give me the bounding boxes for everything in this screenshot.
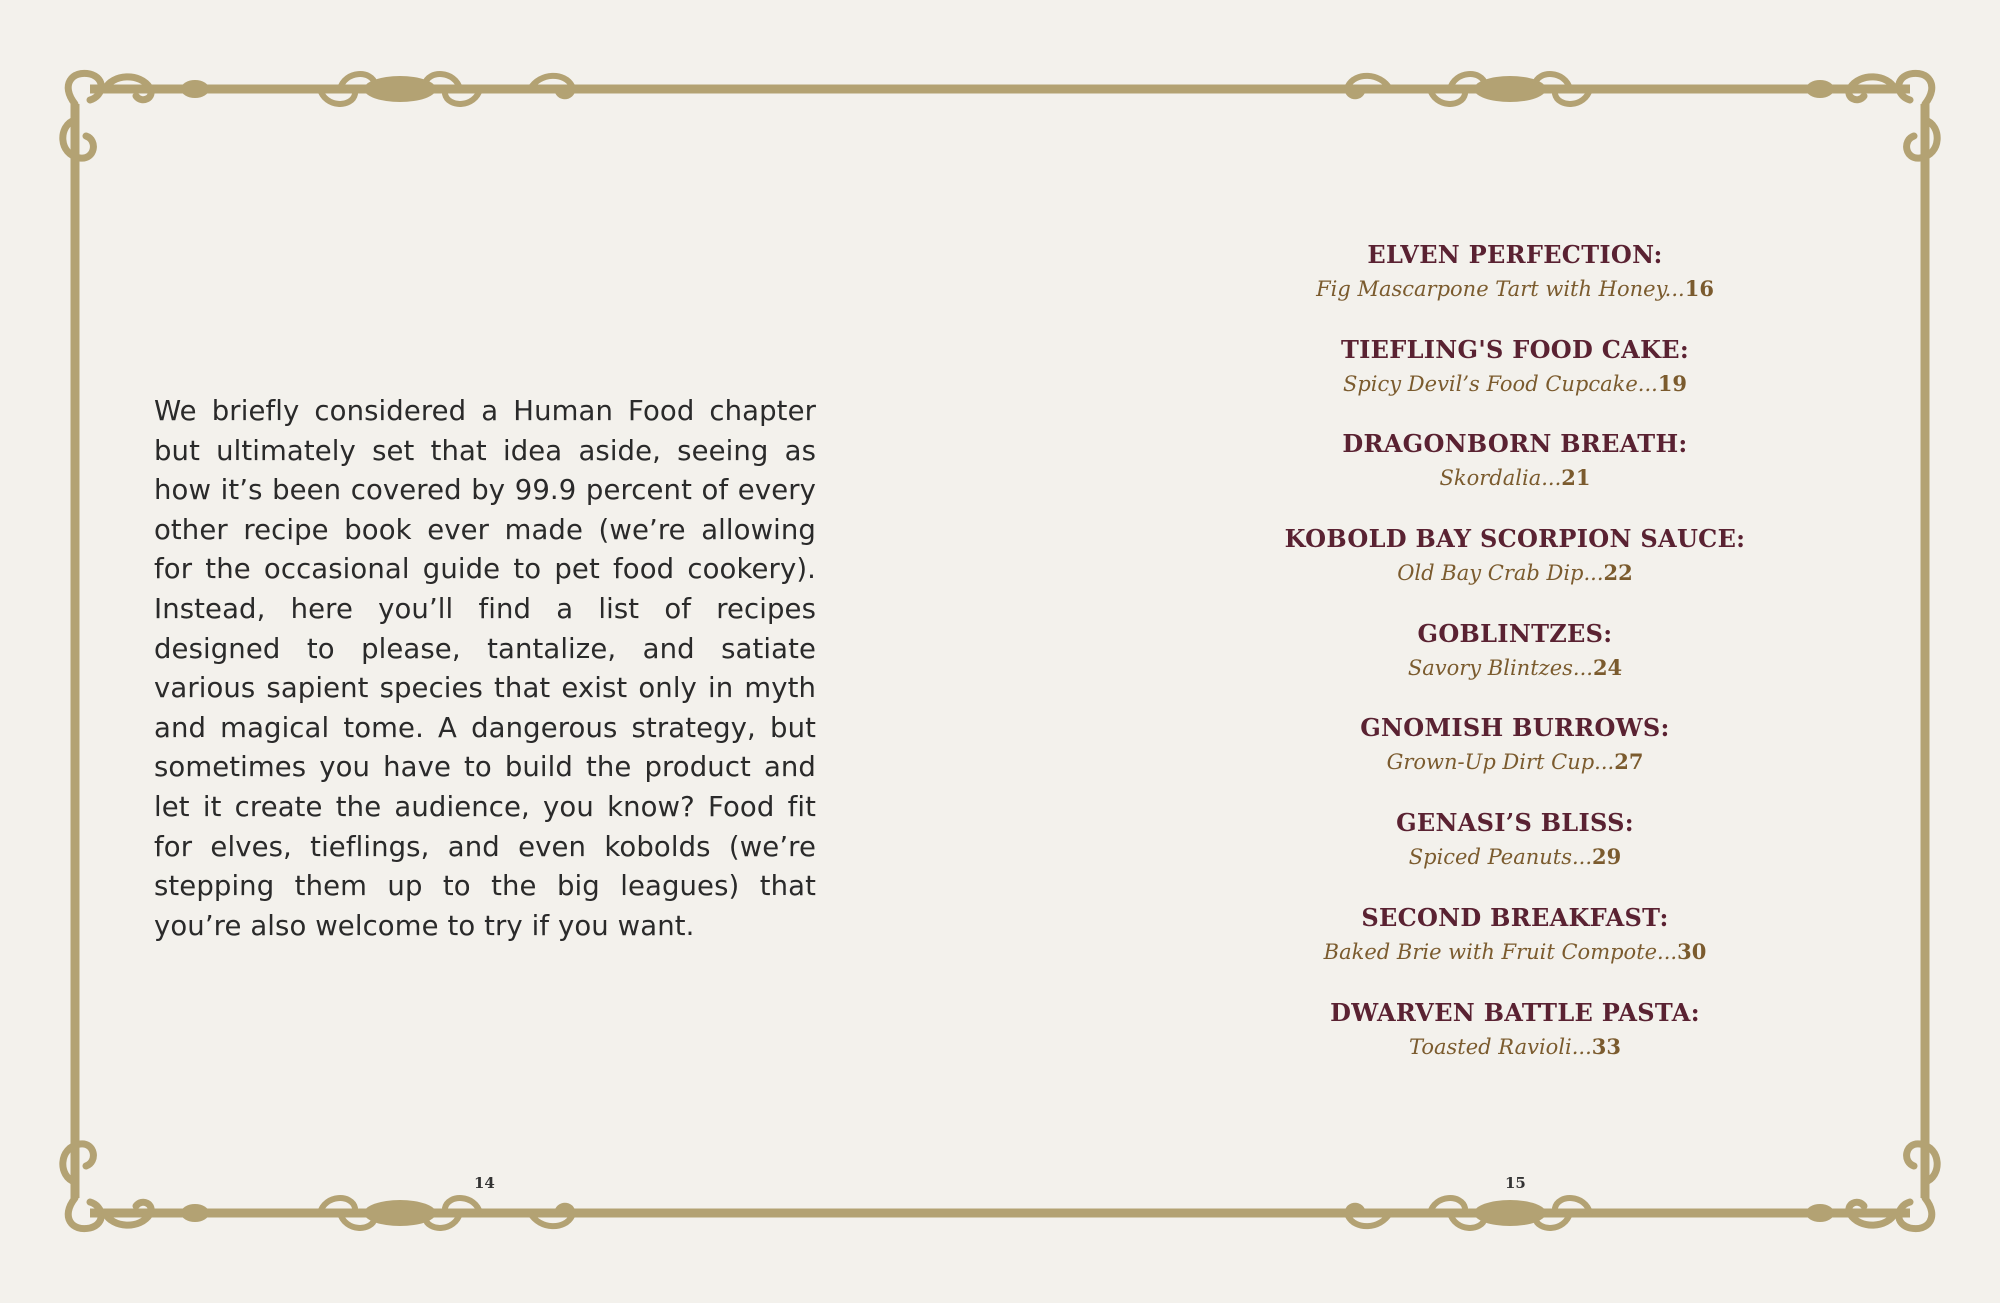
left-page-number: 14 <box>474 1174 495 1192</box>
toc-recipe <box>1255 651 1775 685</box>
toc-entry[interactable] <box>1255 333 1775 428</box>
toc-recipe <box>1255 556 1775 590</box>
toc-entry[interactable] <box>1255 617 1775 712</box>
toc-recipe-title: Grown-Up Dirt Cup... <box>1386 750 1615 775</box>
toc-heading: KOBOLD BAY SCORPION SAUCE: <box>1284 524 1746 554</box>
toc-recipe <box>1255 1030 1775 1064</box>
toc-recipe-title: Fig Mascarpone Tart with Honey... <box>1316 277 1685 301</box>
toc-page-number: 21 <box>1561 465 1591 491</box>
toc-entry[interactable] <box>1255 901 1775 996</box>
toc-entry[interactable] <box>1255 996 1775 1091</box>
toc-heading: GOBLINTZES: <box>1417 618 1613 648</box>
toc-heading: TIEFLING'S FOOD CAKE: <box>1340 334 1690 364</box>
toc-recipe <box>1255 367 1775 401</box>
toc-page-number: 33 <box>1591 1033 1622 1059</box>
toc-heading: GENASI’S BLISS: <box>1396 808 1634 838</box>
toc-heading: GNOMISH BURROWS: <box>1360 713 1670 743</box>
recipe-table-of-contents <box>1255 238 1775 1090</box>
toc-page-number: 22 <box>1603 560 1633 586</box>
toc-heading: ELVEN PERFECTION: <box>1367 240 1663 269</box>
toc-entry[interactable] <box>1255 711 1775 806</box>
toc-recipe <box>1255 935 1775 969</box>
toc-page-number: 24 <box>1592 654 1623 680</box>
toc-recipe <box>1255 840 1775 874</box>
toc-recipe <box>1255 272 1775 306</box>
toc-recipe-title: Old Bay Crab Dip... <box>1397 561 1604 586</box>
toc-heading: DWARVEN BATTLE PASTA: <box>1330 997 1700 1027</box>
toc-entry[interactable] <box>1255 427 1775 522</box>
toc-entry[interactable] <box>1255 522 1775 617</box>
toc-recipe <box>1255 745 1775 779</box>
toc-recipe-title: Spicy Devil’s Food Cupcake... <box>1342 371 1658 396</box>
intro-paragraph: We briefly considered a Human Food chapter but ultimately set that idea aside, seeing as how it’s been covered by 99.9 percent of every other recipe book ever made (we’re allowing for the occasional guide to pet food cookery). Instead, here you’ll find a list of recipes designed to please, tantalize, and satiate various sapient species that exist only in myth and magical tome. A dangerous strategy, but sometimes you have to build the product and let it create the audience, you know? Food fit for elves, tieflings, and even kobolds (we’re stepping them up to the big leagues) that you’re also welcome to try if you want. <box>154 395 816 942</box>
toc-page-number: 16 <box>1684 276 1714 301</box>
toc-heading: SECOND BREAKFAST: <box>1361 902 1669 932</box>
toc-page-number: 19 <box>1657 370 1688 396</box>
toc-entry[interactable] <box>1255 806 1775 901</box>
toc-page-number: 29 <box>1592 844 1622 870</box>
toc-recipe-title: Savory Blintzes... <box>1407 655 1593 680</box>
toc-recipe-title: Baked Brie with Fruit Compote... <box>1323 939 1678 964</box>
toc-page-number: 27 <box>1614 749 1644 775</box>
toc-page-number: 30 <box>1677 938 1707 964</box>
toc-recipe-title: Toasted Ravioli... <box>1408 1034 1592 1059</box>
toc-heading: DRAGONBORN BREATH: <box>1342 429 1688 459</box>
toc-entry[interactable] <box>1255 238 1775 333</box>
toc-recipe <box>1255 461 1775 495</box>
right-page-number: 15 <box>1505 1174 1526 1192</box>
toc-recipe-title: Skordalia... <box>1439 466 1562 491</box>
toc-recipe-title: Spiced Peanuts... <box>1408 845 1593 870</box>
